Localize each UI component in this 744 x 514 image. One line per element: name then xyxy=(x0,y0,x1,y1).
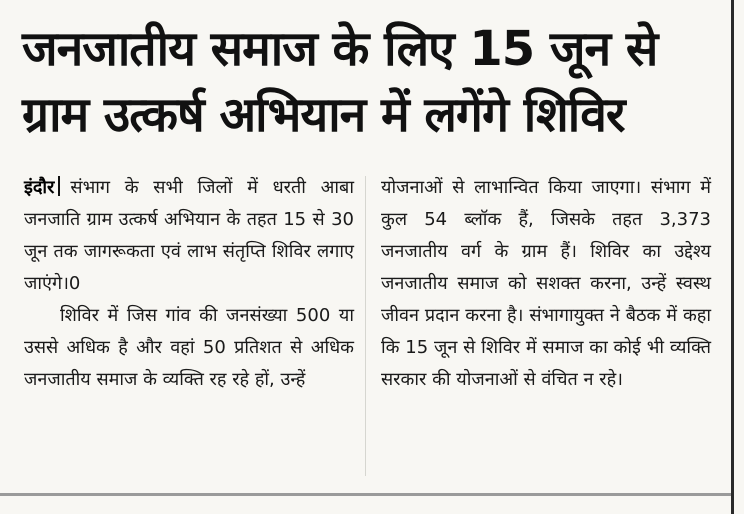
dateline: इंदौर xyxy=(24,177,55,198)
headline-line-2: ग्राम उत्कर्ष अभियान में लगेंगे शिविर xyxy=(22,87,625,143)
article-column-left xyxy=(24,172,354,396)
paragraph-1-text: संभाग के सभी जिलों में धरती आबा जनजाति ग्राम उत्कर्ष अभियान के तहत 15 से 30 जून तक जागरूकता एवं लाभ संतृप्ति शिविर लगाए जाएंगे।0 xyxy=(24,177,354,294)
headline xyxy=(22,16,712,148)
bottom-rule xyxy=(0,493,734,496)
article-paragraph-3: योजनाओं से लाभान्वित किया जाएगा। संभाग में कुल 54 ब्लॉक हैं, जिसके तहत 3,373 जनजातीय वर्ग के ग्राम हैं। शिविर का उद्देश्य जनजातीय समाज को सशक्त करना, उन्हें स्वस्थ जीवन प्रदान करना है। संभागायुक्त ने बैठक में कहा कि 15 जून से शिविर में समाज का कोई भी व्यक्ति सरकार की योजनाओं से वंचित न रहे। xyxy=(381,177,711,390)
column-divider xyxy=(365,176,366,476)
dateline-separator xyxy=(58,176,60,196)
article-paragraph-1 xyxy=(24,172,354,300)
page-edge-rule xyxy=(731,0,734,514)
article-column-right xyxy=(381,172,711,396)
headline-line-1: जनजातीय समाज के लिए 15 जून से xyxy=(22,21,658,77)
article-paragraph-2: शिविर में जिस गांव की जनसंख्या 500 या उससे अधिक है और वहां 50 प्रतिशत से अधिक जनजातीय समाज के व्यक्ति रह रहे हों, उन्हें xyxy=(24,305,354,390)
